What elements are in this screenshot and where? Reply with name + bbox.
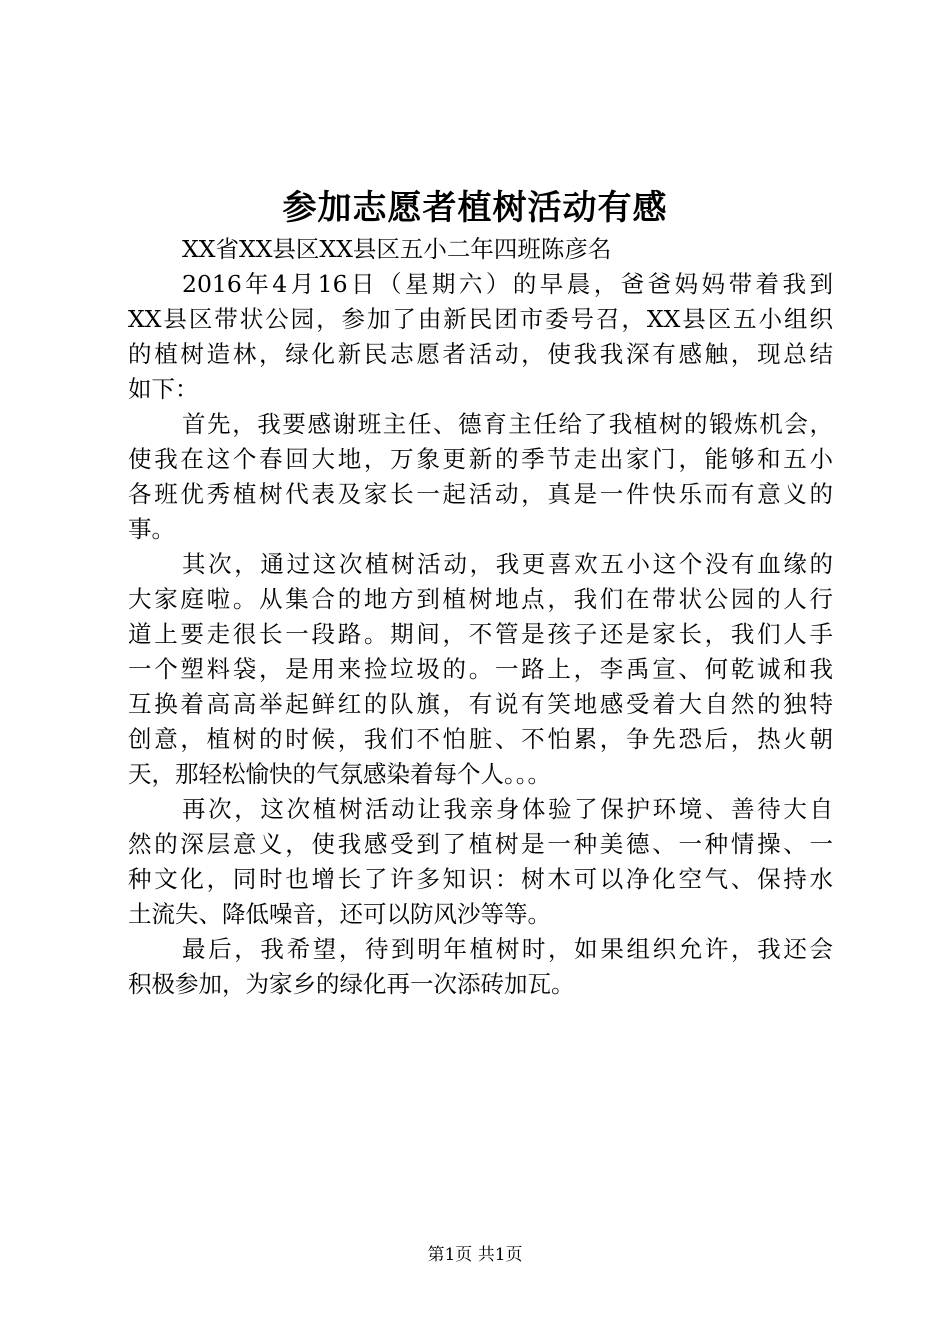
- text-line: 首先，我要感谢班主任、德育主任给了我植树的锻炼机会，: [182, 410, 833, 438]
- text-line: 事。: [128, 515, 175, 543]
- text-line: 土流失、降低噪音，还可以防风沙等等。: [128, 900, 551, 928]
- text-line: XX省XX县区XX县区五小二年四班陈彦名: [182, 235, 612, 263]
- text-line: 的植树造林，绿化新民志愿者活动，使我我深有感触，现总结: [128, 340, 833, 368]
- text-line: 其次，通过这次植树活动，我更喜欢五小这个没有血缘的: [182, 550, 833, 578]
- text-line: 如下：: [128, 375, 199, 403]
- text-line: XX县区带状公园，参加了由新民团市委号召，XX县区五小组织: [128, 305, 833, 333]
- text-line: 大家庭啦。从集合的地方到植树地点，我们在带状公园的人行: [128, 585, 833, 613]
- text-line: 互换着高高举起鲜红的队旗，有说有笑地感受着大自然的独特: [128, 690, 833, 718]
- text-line: 种文化，同时也增长了许多知识：树木可以净化空气、保持水: [128, 865, 833, 893]
- text-line: 使我在这个春回大地，万象更新的季节走出家门，能够和五小: [128, 445, 833, 473]
- text-line: 道上要走很长一段路。期间，不管是孩子还是家长，我们人手: [128, 620, 833, 648]
- page-footer: 第1页 共1页: [427, 1245, 523, 1265]
- text-line: 积极参加，为家乡的绿化再一次添砖加瓦。: [128, 970, 575, 998]
- text-line: 最后，我希望，待到明年植树时，如果组织允许，我还会: [182, 935, 833, 963]
- text-line: 然的深层意义，使我感受到了植树是一种美德、一种情操、一: [128, 830, 833, 858]
- text-line: 天，那轻松愉快的气氛感染着每个人。。。: [128, 760, 551, 788]
- document-title: 参加志愿者植树活动有感: [282, 188, 668, 228]
- text-line: 一个塑料袋，是用来捡垃圾的。一路上，李禹宣、何乾诚和我: [128, 655, 833, 683]
- text-line: 2016年4月16日（星期六）的早晨，爸爸妈妈带着我到: [182, 270, 833, 298]
- text-line: 各班优秀植树代表及家长一起活动，真是一件快乐而有意义的: [128, 480, 833, 508]
- document-body: [128, 232, 833, 1002]
- text-line: 再次，这次植树活动让我亲身体验了保护环境、善待大自: [182, 795, 833, 823]
- text-line: 创意，植树的时候，我们不怕脏、不怕累，争先恐后，热火朝: [128, 725, 833, 753]
